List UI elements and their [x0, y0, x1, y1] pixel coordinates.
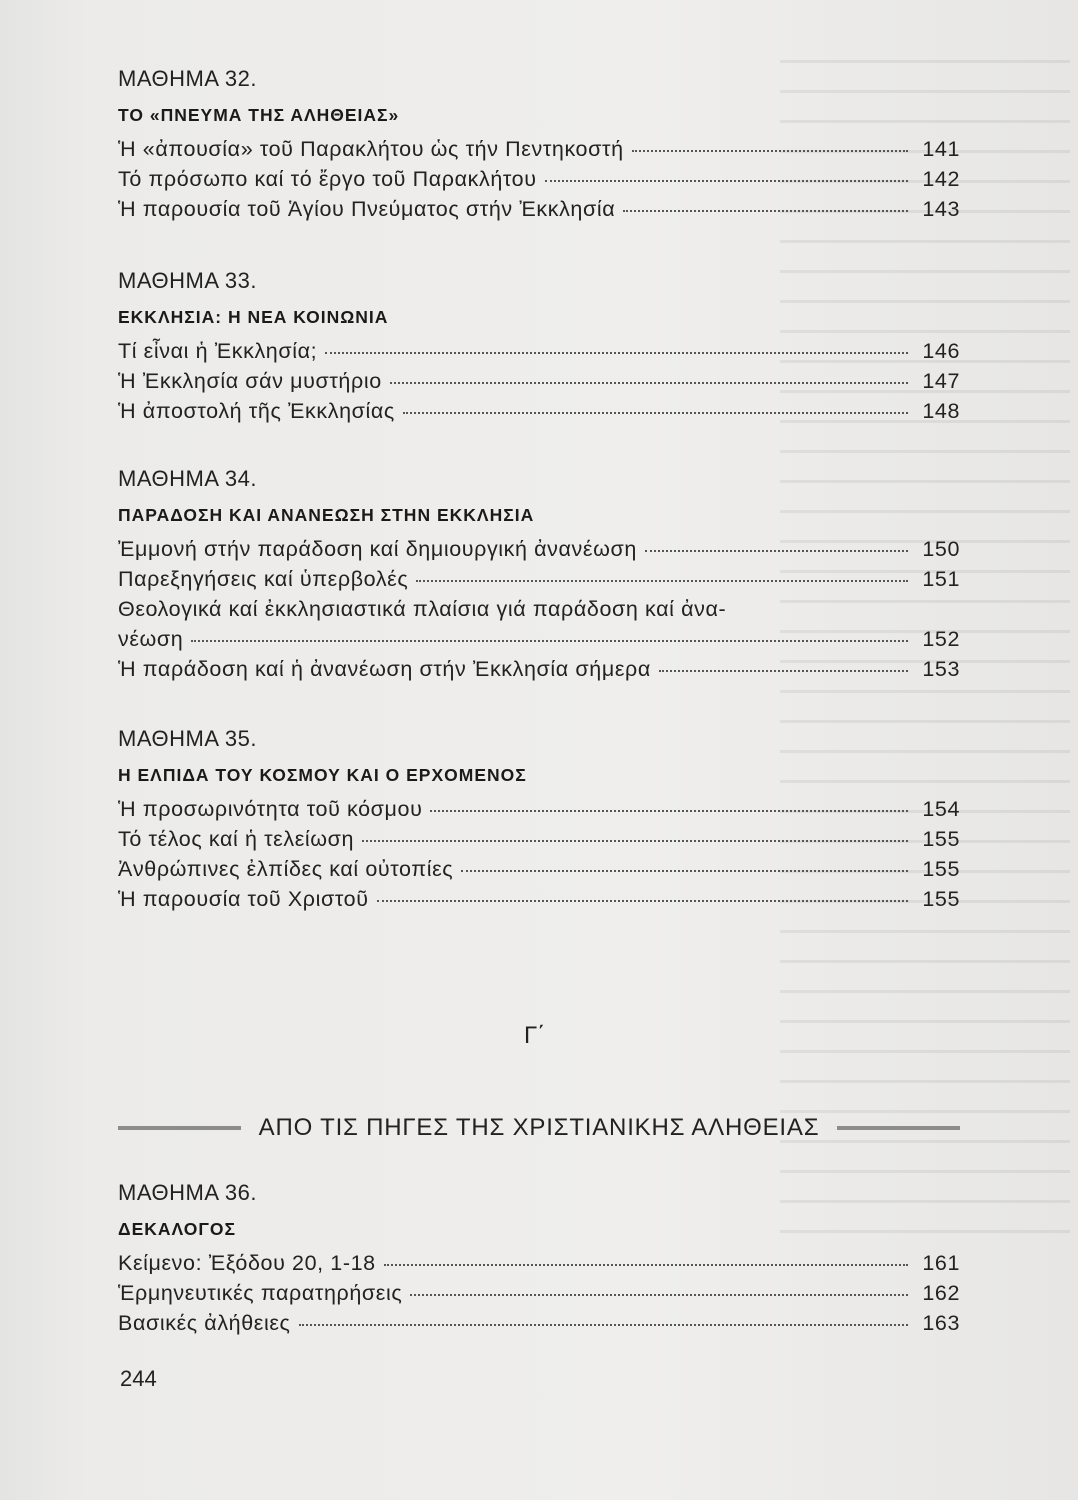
part-heading [118, 1114, 960, 1142]
toc-entry-page: 148 [922, 399, 960, 423]
page-number: 244 [120, 1366, 157, 1391]
toc-entry-text: Τό πρόσωπο καί τό ἔργο τοῦ Παρακλήτου [118, 167, 537, 191]
heading-rule-left [118, 1126, 241, 1130]
toc-entry-page: 161 [922, 1251, 960, 1275]
dot-leader [545, 180, 908, 182]
dot-leader [410, 1294, 908, 1296]
toc-entry-page: 146 [922, 339, 960, 363]
toc-entry-page: 143 [922, 197, 960, 221]
toc-entry[interactable] [118, 624, 960, 654]
dot-leader [632, 150, 908, 152]
toc-entry[interactable] [118, 654, 960, 684]
toc-entry-page: 153 [922, 657, 960, 681]
toc-entry-text: Τί εἶναι ἡ Ἐκκλησία; [118, 339, 318, 363]
toc-entry-text: Ἡ Ἐκκλησία σάν μυστήριο [118, 369, 382, 393]
toc-entry-page: 163 [922, 1311, 960, 1335]
lesson-label: ΜΑΘΗΜΑ 34. [118, 466, 258, 491]
dot-leader [299, 1324, 909, 1326]
toc-entry-text: Ἡ παρουσία τοῦ Χριστοῦ [118, 887, 369, 911]
dot-leader [416, 580, 908, 582]
dot-leader [623, 210, 908, 212]
toc-entry-text: Θεολογικά καί ἐκκλησιαστικά πλαίσια γιά παράδοση καί ἀνα- [118, 597, 727, 621]
toc-entry[interactable] [118, 884, 960, 914]
toc-entry-page: 147 [922, 369, 960, 393]
toc-entry-page: 155 [922, 857, 960, 881]
toc-entry[interactable] [118, 854, 960, 884]
toc-entry[interactable] [118, 1308, 960, 1338]
toc-entry-page: 141 [922, 137, 960, 161]
toc-entry-text: Κείμενο: Ἐξόδου 20, 1-18 [118, 1251, 376, 1275]
toc-entry[interactable] [118, 194, 960, 224]
toc-entry-text: Τό τέλος καί ἡ τελείωση [118, 827, 355, 851]
lesson-36 [118, 1178, 960, 1338]
toc-entry-text: Ἡ παρουσία τοῦ Ἁγίου Πνεύματος στήν Ἐκκλησία [118, 197, 616, 221]
toc-entry-page: 155 [922, 827, 960, 851]
dot-leader [645, 550, 908, 552]
toc-entry-page: 142 [922, 167, 960, 191]
toc-entry-text: Ἡ παράδοση καί ἡ ἀνανέωση στήν Ἐκκλησία σήμερα [118, 657, 651, 681]
lesson-label: ΜΑΘΗΜΑ 32. [118, 66, 258, 91]
part-heading-text: ΑΠΟ ΤΙΣ ΠΗΓΕΣ ΤΗΣ ΧΡΙΣΤΙΑΝΙΚΗΣ ΑΛΗΘΕΙΑΣ [258, 1114, 820, 1141]
toc-entry[interactable] [118, 164, 960, 194]
heading-rule-right [837, 1126, 960, 1130]
toc-entry-page: 151 [922, 567, 960, 591]
section-letter: Γ΄ [524, 1022, 546, 1049]
toc-entry[interactable] [118, 534, 960, 564]
toc-entry-text: Ἡ ἀποστολή τῆς Ἐκκλησίας [118, 399, 395, 423]
toc-entry-page: 152 [922, 627, 960, 651]
toc-entry[interactable] [118, 366, 960, 396]
toc-entry-text: Ἀνθρώπινες ἐλπίδες καί οὐτοπίες [118, 857, 454, 881]
lesson-label: ΜΑΘΗΜΑ 36. [118, 1180, 258, 1205]
dot-leader [191, 640, 908, 642]
lesson-title: ΔΕΚΑΛΟΓΟΣ [118, 1219, 236, 1239]
toc-entry-text: Βασικές ἀλήθειες [118, 1311, 291, 1335]
toc-entry-text: νέωση [118, 627, 184, 651]
toc-entry[interactable] [118, 336, 960, 366]
toc-entry-page: 155 [922, 887, 960, 911]
dot-leader [377, 900, 908, 902]
toc-entry-page: 154 [922, 797, 960, 821]
dot-leader [325, 352, 908, 354]
toc-entry-page: 150 [922, 537, 960, 561]
dot-leader [390, 382, 908, 384]
lesson-34 [118, 464, 960, 684]
toc-entry-text: Ἡ προσωρινότητα τοῦ κόσμου [118, 797, 423, 821]
toc-entry-text: Ἡ «ἀπουσία» τοῦ Παρακλήτου ὡς τήν Πεντηκοστή [118, 137, 624, 161]
lesson-title: Η ΕΛΠΙΔΑ ΤΟΥ ΚΟΣΜΟΥ ΚΑΙ Ο ΕΡΧΟΜΕΝΟΣ [118, 765, 527, 785]
dot-leader [384, 1264, 908, 1266]
toc-entry[interactable] [118, 396, 960, 426]
lesson-32 [118, 64, 960, 224]
dot-leader [659, 670, 908, 672]
toc-entry-wrapped-line[interactable] [118, 594, 960, 624]
toc-entry-page: 162 [922, 1281, 960, 1305]
lesson-label: ΜΑΘΗΜΑ 33. [118, 268, 258, 293]
toc-entry[interactable] [118, 824, 960, 854]
lesson-title: ΤΟ «ΠΝΕΥΜΑ ΤΗΣ ΑΛΗΘΕΙΑΣ» [118, 105, 400, 125]
dot-leader [403, 412, 908, 414]
toc-entry[interactable] [118, 1248, 960, 1278]
lesson-35 [118, 724, 960, 914]
toc-entry[interactable] [118, 134, 960, 164]
lesson-33 [118, 266, 960, 426]
dot-leader [461, 870, 908, 872]
toc-entry[interactable] [118, 794, 960, 824]
dot-leader [430, 810, 908, 812]
toc-entry[interactable] [118, 1278, 960, 1308]
lesson-label: ΜΑΘΗΜΑ 35. [118, 726, 258, 751]
toc-entry-text: Ἐμμονή στήν παράδοση καί δημιουργική ἀνανέωση [118, 537, 637, 561]
dot-leader [362, 840, 908, 842]
toc-entry[interactable] [118, 564, 960, 594]
toc-entry-text: Ἑρμηνευτικές παρατηρήσεις [118, 1281, 403, 1305]
lesson-title: ΠΑΡΑΔΟΣΗ ΚΑΙ ΑΝΑΝΕΩΣΗ ΣΤΗΝ ΕΚΚΛΗΣΙΑ [118, 505, 535, 525]
toc-entry-text: Παρεξηγήσεις καί ὑπερβολές [118, 567, 409, 591]
lesson-title: ΕΚΚΛΗΣΙΑ: Η ΝΕΑ ΚΟΙΝΩΝΙΑ [118, 307, 389, 327]
